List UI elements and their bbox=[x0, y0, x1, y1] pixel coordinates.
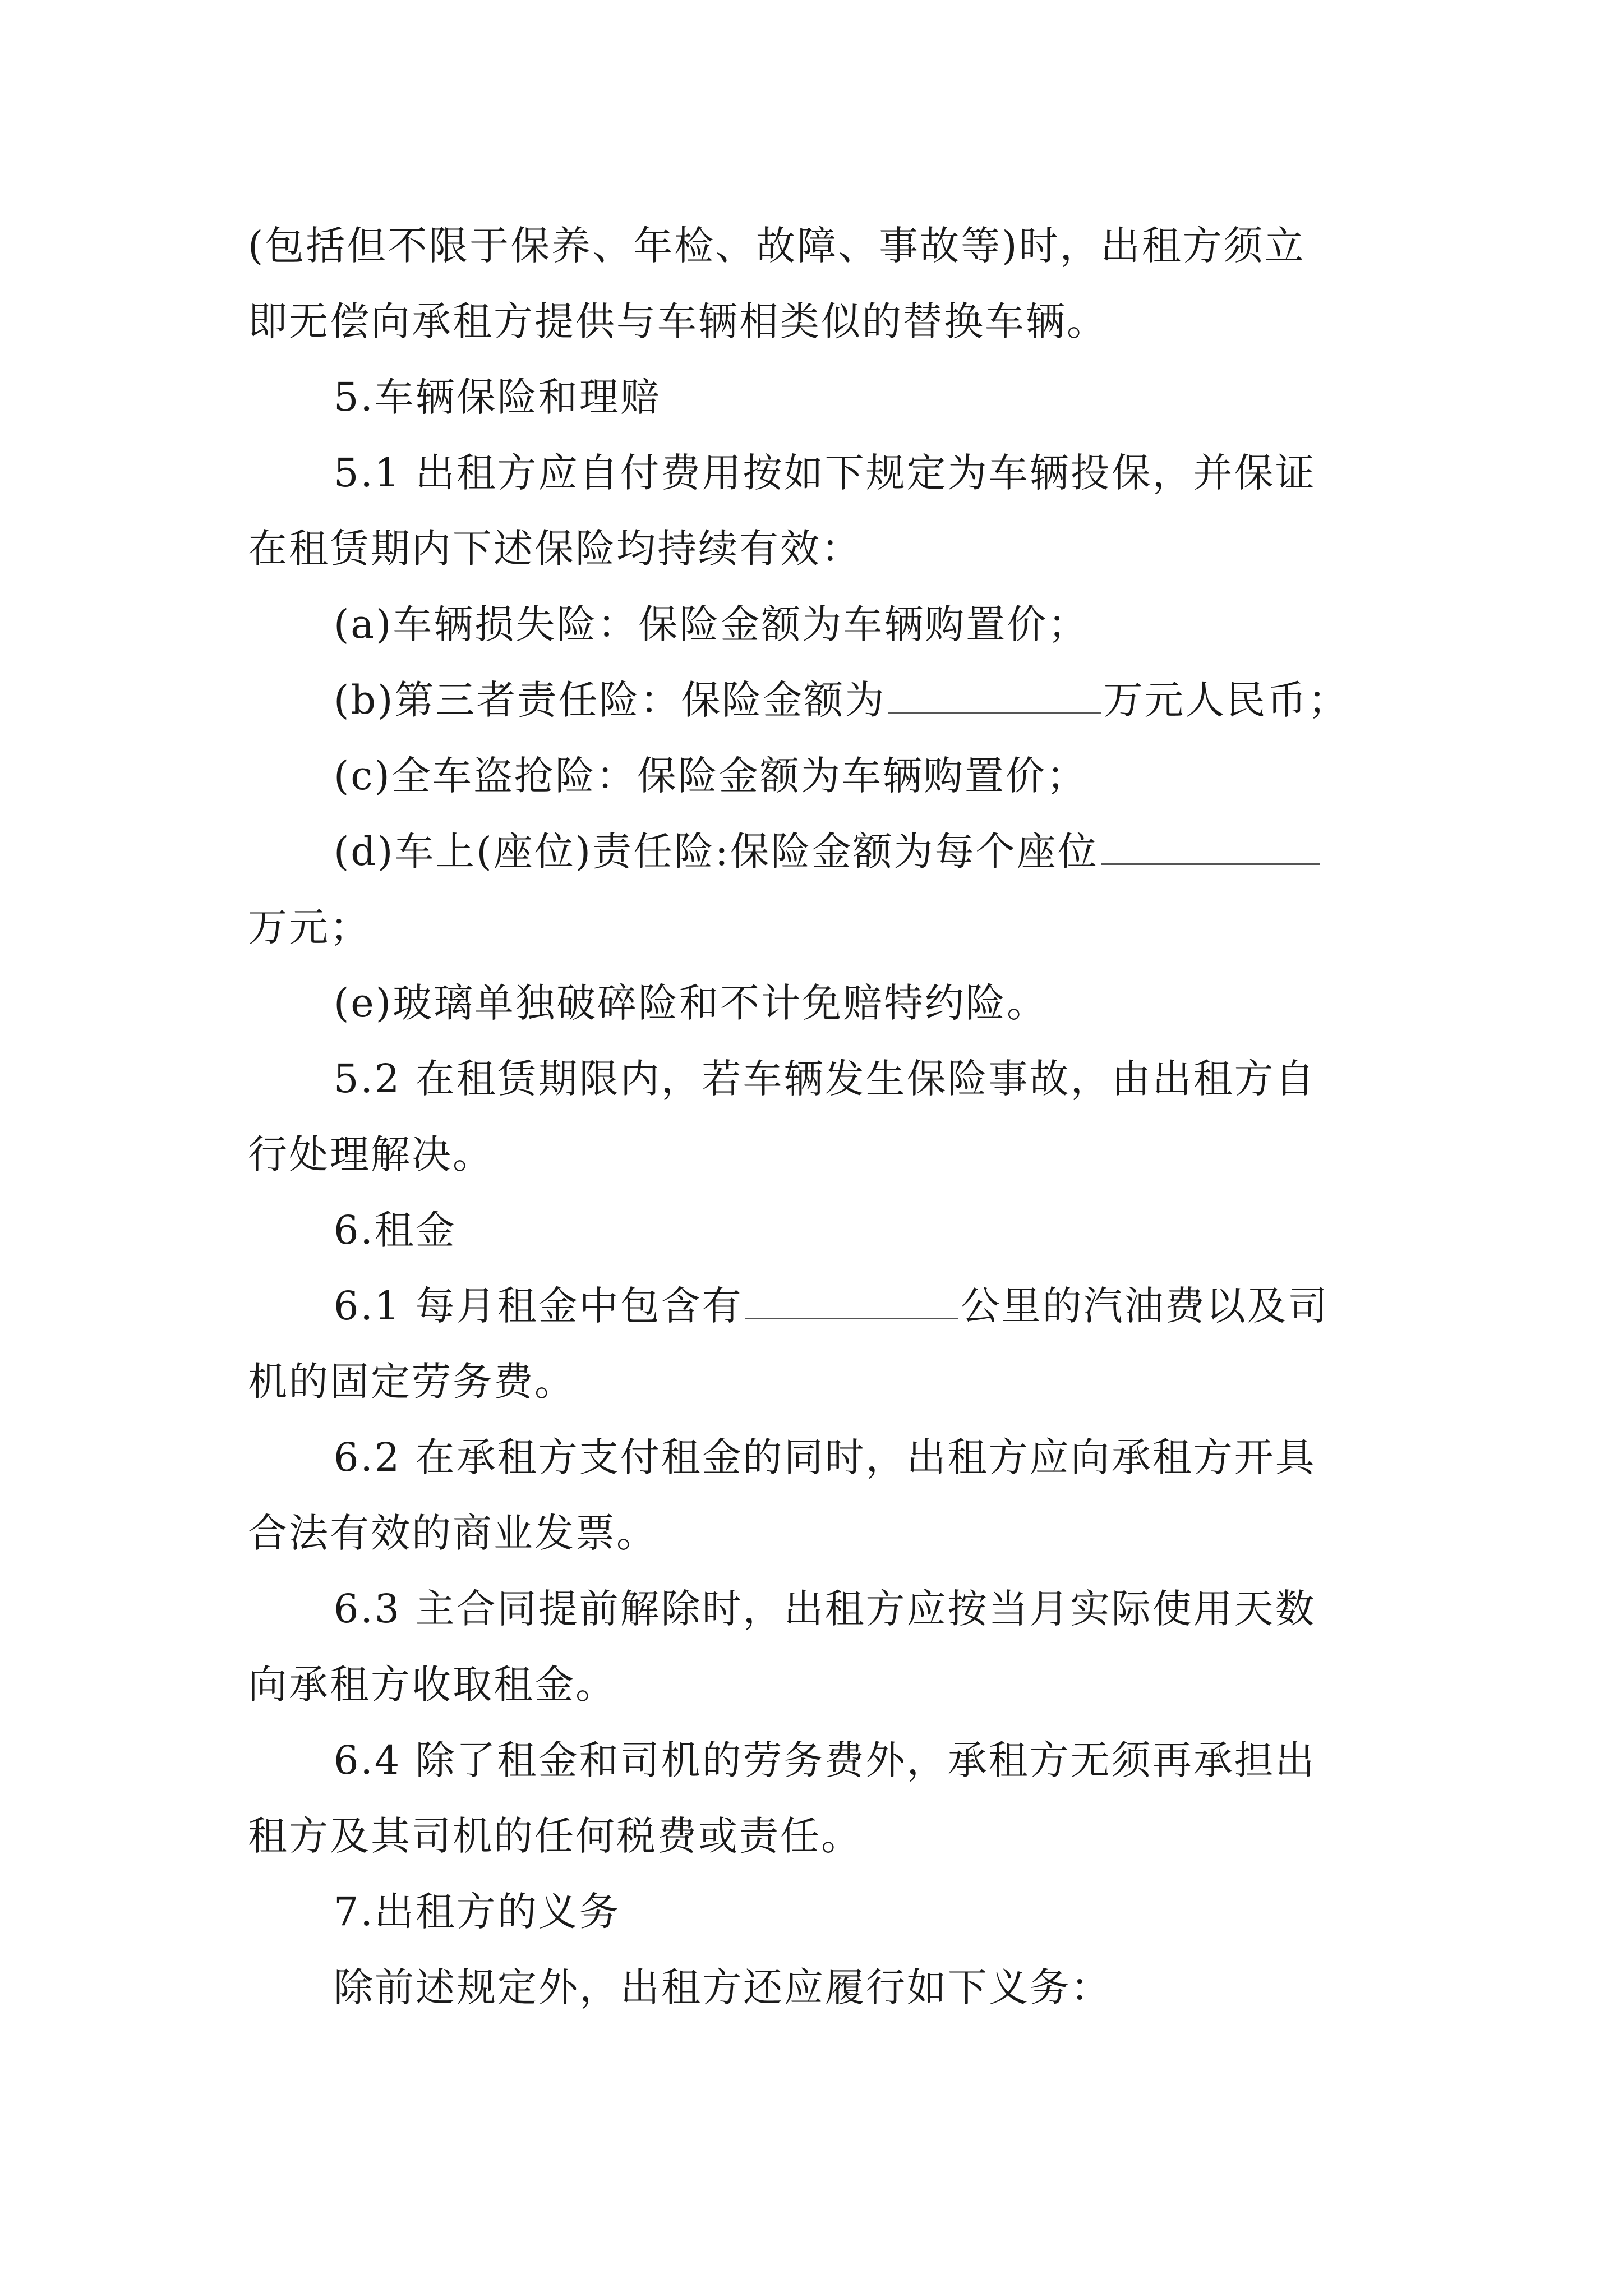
text-line bbox=[334, 446, 1489, 500]
list-item-text: (c)全车盗抢险：保险金额为车辆购置价； bbox=[334, 753, 1087, 799]
paragraph-text: 6.4 除了租金和司机的劳务费外，承租方无须再承担出 bbox=[334, 1737, 1316, 1783]
text-line bbox=[334, 1961, 1489, 2014]
paragraph-text: (包括但不限于保养、年检、故障、事故等)时，出租方须立 bbox=[248, 223, 1306, 269]
text-line bbox=[248, 1128, 1403, 1181]
section-heading-text: 7.出租方的义务 bbox=[334, 1889, 620, 1935]
paragraph-text: 6.2 在承租方支付租金的同时，出租方应向承租方开具 bbox=[334, 1434, 1316, 1480]
paragraph-text: 6.1 每月租金中包含有 bbox=[334, 1283, 743, 1329]
section-heading bbox=[334, 1885, 1489, 1939]
paragraph-text: 除前述规定外，出租方还应履行如下义务： bbox=[334, 1964, 1112, 2010]
text-line bbox=[334, 1052, 1489, 1106]
fill-in-blank[interactable] bbox=[888, 678, 1101, 714]
list-item bbox=[334, 825, 1489, 878]
text-line bbox=[248, 1809, 1403, 1863]
paragraph-text: 机的固定劳务费。 bbox=[248, 1359, 575, 1405]
text-line bbox=[248, 295, 1403, 348]
section-heading-text: 6.租金 bbox=[334, 1207, 457, 1253]
list-item-text: 万元人民币； bbox=[1103, 677, 1349, 723]
text-line bbox=[248, 900, 1403, 954]
paragraph-text: 向承租方收取租金。 bbox=[248, 1662, 616, 1708]
list-item-text: (a)车辆损失险：保险金额为车辆购置价； bbox=[334, 601, 1089, 647]
list-item bbox=[334, 597, 1489, 651]
list-item-text: (d)车上(座位)责任险:保险金额为每个座位 bbox=[334, 829, 1099, 875]
paragraph-text: 6.3 主合同提前解除时，出租方应按当月实际使用天数 bbox=[334, 1586, 1316, 1632]
paragraph-text: 公里的汽油费以及司 bbox=[960, 1283, 1329, 1329]
text-line bbox=[248, 1355, 1403, 1409]
paragraph-text: 合法有效的商业发票。 bbox=[248, 1510, 657, 1556]
paragraph-text: 在租赁期内下述保险均持续有效： bbox=[248, 526, 862, 572]
fill-in-blank[interactable] bbox=[745, 1284, 958, 1319]
paragraph-text: 5.1 出租方应自付费用按如下规定为车辆投保，并保证 bbox=[334, 450, 1316, 496]
text-line bbox=[334, 1733, 1489, 1787]
text-line bbox=[248, 1506, 1403, 1560]
paragraph-text: 行处理解决。 bbox=[248, 1131, 494, 1177]
section-heading bbox=[334, 370, 1489, 424]
paragraph-text: 5.2 在租赁期限内，若车辆发生保险事故，由出租方自 bbox=[334, 1056, 1316, 1102]
text-line bbox=[248, 1658, 1403, 1711]
list-item bbox=[334, 749, 1489, 803]
list-item bbox=[334, 673, 1489, 727]
list-item-text: (e)玻璃单独破碎险和不计免赔特约险。 bbox=[334, 980, 1048, 1026]
fill-in-blank[interactable] bbox=[1101, 830, 1320, 865]
text-line bbox=[248, 219, 1403, 273]
paragraph-text: 租方及其司机的任何税费或责任。 bbox=[248, 1813, 862, 1859]
text-line bbox=[248, 522, 1403, 576]
section-heading-text: 5.车辆保险和理赔 bbox=[334, 374, 661, 420]
list-item bbox=[334, 976, 1489, 1030]
text-line bbox=[334, 1430, 1489, 1484]
text-line bbox=[334, 1582, 1489, 1636]
list-item-text: (b)第三者责任险：保险金额为 bbox=[334, 677, 886, 723]
section-heading bbox=[334, 1203, 1489, 1257]
paragraph-text: 万元； bbox=[248, 904, 371, 950]
paragraph-text: 即无偿向承租方提供与车辆相类似的替换车辆。 bbox=[248, 298, 1108, 344]
text-line bbox=[334, 1279, 1489, 1333]
